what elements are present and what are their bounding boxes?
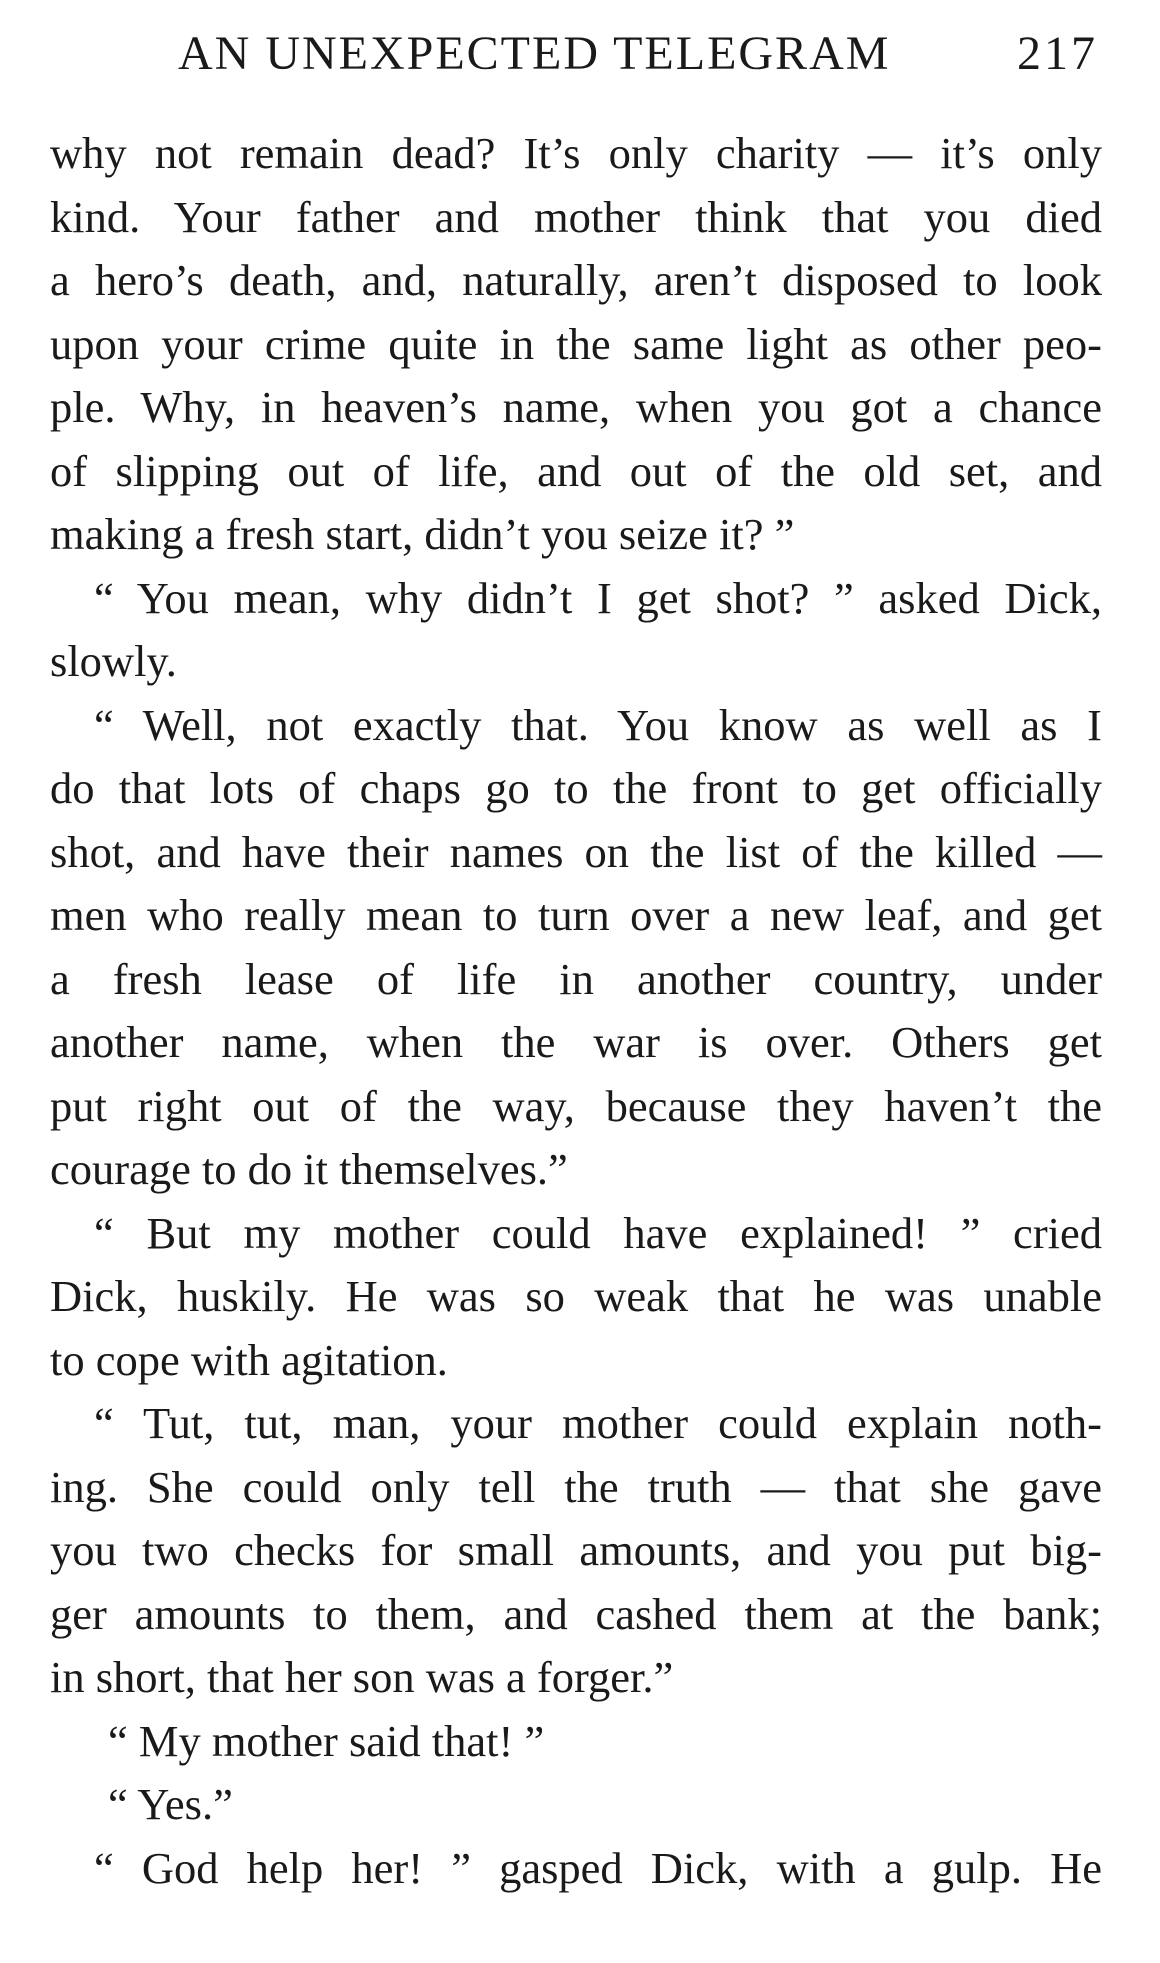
text-line: you two checks for small amounts, and you put big- [50, 1525, 1102, 1575]
text-line: another name, when the war is over. Others get [50, 1017, 1102, 1067]
text-line: making a fresh start, didn’t you seize it? ” [50, 509, 795, 559]
running-head [178, 24, 1098, 84]
chapter-title: AN UNEXPECTED TELEGRAM [178, 27, 891, 80]
text-line: ple. Why, in heaven’s name, when you got a chance [50, 382, 1102, 432]
text-line: kind. Your father and mother think that you died [50, 191, 1102, 242]
text-line: why not remain dead? It’s only charity — it’s only [50, 128, 1102, 178]
text-line: men who really mean to turn over a new leaf, and get [50, 890, 1102, 940]
text-line: a fresh lease of life in another country, under [50, 953, 1102, 1004]
text-line: put right out of the way, because they haven’t the [50, 1080, 1102, 1131]
text-line: ing. She could only tell the truth — that she gave [50, 1461, 1102, 1512]
page-number: 217 [1017, 27, 1098, 80]
text-line: to cope with agitation. [50, 1334, 448, 1385]
body-text [50, 122, 1102, 1900]
text-line: slowly. [50, 636, 177, 686]
text-line: “ My mother said that! ” [108, 1715, 545, 1766]
text-line: a hero’s death, and, naturally, aren’t disposed to look [50, 255, 1102, 305]
text-line: “ But my mother could have explained! ” cried [94, 1207, 1102, 1258]
text-line: “ Well, not exactly that. You know as well as I [94, 699, 1102, 750]
text-line: “ Tut, tut, man, your mother could explain noth- [94, 1398, 1102, 1448]
text-line: do that lots of chaps go to the front to get officially [50, 763, 1102, 813]
text-line: upon your crime quite in the same light as other peo- [50, 318, 1102, 369]
text-line: of slipping out of life, and out of the old set, and [50, 445, 1102, 496]
text-line: “ You mean, why didn’t I get shot? ” asked Dick, [94, 572, 1102, 623]
text-line: courage to do it themselves.” [50, 1144, 568, 1194]
text-line: Dick, huskily. He was so weak that he was unable [50, 1271, 1102, 1321]
text-line: “ God help her! ” gasped Dick, with a gulp. He [94, 1842, 1102, 1893]
text-line: in short, that her son was a forger.” [50, 1652, 674, 1702]
text-line: “ Yes.” [108, 1779, 233, 1829]
text-line: shot, and have their names on the list of the killed — [50, 826, 1102, 877]
text-line: ger amounts to them, and cashed them at the bank; [50, 1588, 1102, 1639]
